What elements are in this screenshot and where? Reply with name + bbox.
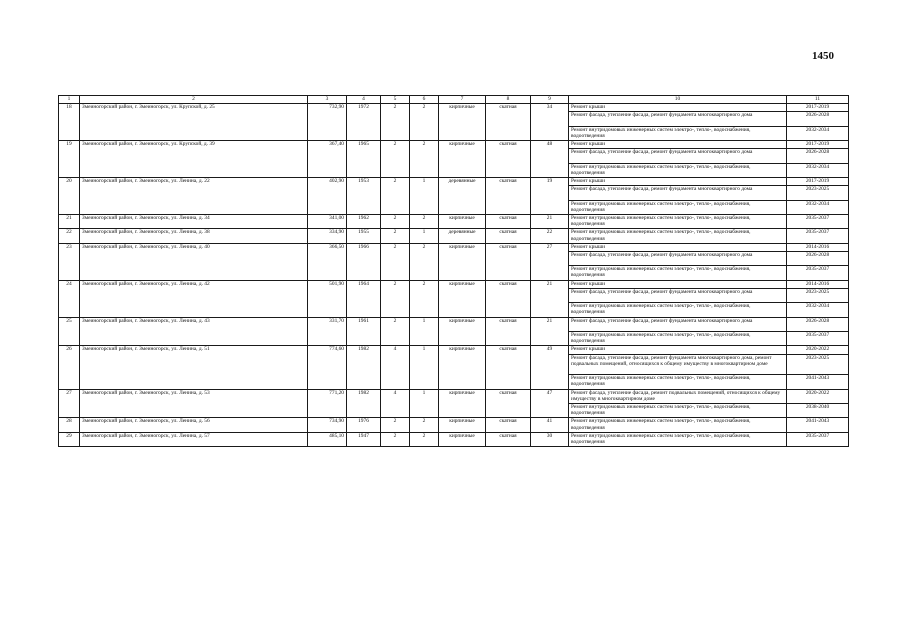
repair-period-cell: 2035-2037 (787, 432, 849, 446)
roof-type-cell: скатная (486, 418, 531, 432)
row-number-cell: 25 (59, 317, 80, 346)
work-type-cell: Ремонт крыши (569, 346, 787, 354)
row-number-cell: 20 (59, 177, 80, 214)
build-year-cell: 1965 (347, 140, 381, 177)
table-row (59, 177, 849, 185)
wall-material-cell: кирпичные (439, 389, 486, 418)
residents-cell: 21 (531, 214, 569, 228)
work-type-cell: Ремонт внутридомовых инженерных систем электро-, тепло-, водоснабжения, водоотведения (569, 332, 787, 346)
floors-cell: 2 (381, 104, 410, 141)
table-row (59, 317, 849, 331)
repair-period-cell: 2017-2019 (787, 177, 849, 185)
page-number: 1450 (812, 50, 834, 62)
repair-period-cell: 2014-2016 (787, 243, 849, 251)
repair-period-cell: 2020-2022 (787, 389, 849, 403)
wall-material-cell: кирпичные (439, 317, 486, 346)
row-number-cell: 18 (59, 104, 80, 141)
residents-cell: 47 (531, 389, 569, 418)
repair-period-cell: 2026-2028 (787, 317, 849, 331)
floors-cell: 2 (381, 280, 410, 317)
column-number-8: 8 (486, 96, 531, 104)
row-number-cell: 28 (59, 418, 80, 432)
total-area-cell: 366,50 (308, 243, 347, 280)
column-number-9: 9 (531, 96, 569, 104)
residents-cell: 22 (531, 229, 569, 243)
address-cell: Змеиногорский район, г. Змеиногорск, ул. Ленина, д. 53 (80, 389, 308, 418)
row-number-cell: 29 (59, 432, 80, 446)
work-type-cell: Ремонт внутридомовых инженерных систем электро-, тепло-, водоснабжения, водоотведения (569, 200, 787, 214)
address-cell: Змеиногорский район, г. Змеиногорск, ул. Ленина, д. 40 (80, 243, 308, 280)
work-type-cell: Ремонт внутридомовых инженерных систем электро-, тепло-, водоснабжения, водоотведения (569, 375, 787, 389)
build-year-cell: 1962 (347, 214, 381, 228)
residents-cell: 27 (531, 243, 569, 280)
repair-period-cell: 2032-2034 (787, 163, 849, 177)
entrances-cell: 2 (410, 280, 439, 317)
work-type-cell: Ремонт фасада, утепление фасада, ремонт фундамента многоквартирного дома (569, 186, 787, 200)
entrances-cell: 1 (410, 177, 439, 214)
roof-type-cell: скатная (486, 104, 531, 141)
column-number-10: 10 (569, 96, 787, 104)
repair-period-cell: 2035-2037 (787, 332, 849, 346)
repair-period-cell: 2038-2040 (787, 403, 849, 417)
work-type-cell: Ремонт фасада, утепление фасада, ремонт фундамента многоквартирного дома (569, 288, 787, 302)
floors-cell: 2 (381, 177, 410, 214)
entrances-cell: 2 (410, 104, 439, 141)
work-type-cell: Ремонт фасада, утепление фасада, ремонт фундамента многоквартирного дома (569, 251, 787, 265)
work-type-cell: Ремонт крыши (569, 243, 787, 251)
roof-type-cell: скатная (486, 280, 531, 317)
work-type-cell: Ремонт внутридомовых инженерных систем электро-, тепло-, водоснабжения, водоотведения (569, 214, 787, 228)
total-area-cell: 485,10 (308, 432, 347, 446)
repair-period-cell: 2035-2037 (787, 229, 849, 243)
entrances-cell: 1 (410, 317, 439, 346)
row-number-cell: 24 (59, 280, 80, 317)
work-type-cell: Ремонт фасада, утепление фасада, ремонт фундамента многоквартирного дома (569, 149, 787, 163)
address-cell: Змеиногорский район, г. Змеиногорск, ул. Ленина, д. 51 (80, 346, 308, 389)
residents-cell: 48 (531, 140, 569, 177)
work-type-cell: Ремонт внутридомовых инженерных систем электро-, тепло-, водоснабжения, водоотведения (569, 432, 787, 446)
build-year-cell: 1966 (347, 243, 381, 280)
work-type-cell: Ремонт внутридомовых инженерных систем электро-, тепло-, водоснабжения, водоотведения (569, 126, 787, 140)
table-row (59, 418, 849, 432)
repair-period-cell: 2026-2028 (787, 149, 849, 163)
roof-type-cell: скатная (486, 214, 531, 228)
work-type-cell: Ремонт фасада, утепление фасада, ремонт фундамента многоквартирного дома (569, 317, 787, 331)
floors-cell: 2 (381, 418, 410, 432)
floors-cell: 4 (381, 346, 410, 389)
roof-type-cell: скатная (486, 389, 531, 418)
table-row (59, 389, 849, 403)
floors-cell: 4 (381, 389, 410, 418)
table-row (59, 243, 849, 251)
table-row (59, 229, 849, 243)
total-area-cell: 732,90 (308, 104, 347, 141)
row-number-cell: 22 (59, 229, 80, 243)
floors-cell: 2 (381, 214, 410, 228)
work-type-cell: Ремонт фасада, утепление фасада, ремонт подвальных помещений, относящихся к общему имуществу в многоквартирном доме (569, 389, 787, 403)
repair-period-cell: 2041-2043 (787, 418, 849, 432)
column-number-4: 4 (347, 96, 381, 104)
floors-cell: 2 (381, 140, 410, 177)
total-area-cell: 341,00 (308, 214, 347, 228)
address-cell: Змеиногорский район, г. Змеиногорск, ул. Ленина, д. 22 (80, 177, 308, 214)
entrances-cell: 2 (410, 140, 439, 177)
address-cell: Змеиногорский район, г. Змеиногорск, ул. Крупской, д. 39 (80, 140, 308, 177)
repair-period-cell: 2035-2037 (787, 214, 849, 228)
work-type-cell: Ремонт внутридомовых инженерных систем электро-, тепло-, водоснабжения, водоотведения (569, 229, 787, 243)
entrances-cell: 2 (410, 432, 439, 446)
column-number-5: 5 (381, 96, 410, 104)
total-area-cell: 774,60 (308, 346, 347, 389)
residents-cell: 49 (531, 346, 569, 389)
work-type-cell: Ремонт внутридомовых инженерных систем электро-, тепло-, водоснабжения, водоотведения (569, 403, 787, 417)
table-row (59, 280, 849, 288)
roof-type-cell: скатная (486, 177, 531, 214)
repair-period-cell: 2032-2034 (787, 126, 849, 140)
floors-cell: 2 (381, 243, 410, 280)
repair-period-cell: 2020-2022 (787, 346, 849, 354)
roof-type-cell: скатная (486, 346, 531, 389)
floors-cell: 2 (381, 432, 410, 446)
address-cell: Змеиногорский район, г. Змеиногорск, ул. Ленина, д. 34 (80, 214, 308, 228)
entrances-cell: 2 (410, 243, 439, 280)
wall-material-cell: кирпичные (439, 432, 486, 446)
address-cell: Змеиногорский район, г. Змеиногорск, ул. Ленина, д. 42 (80, 280, 308, 317)
roof-type-cell: скатная (486, 229, 531, 243)
floors-cell: 2 (381, 229, 410, 243)
work-type-cell: Ремонт крыши (569, 140, 787, 148)
build-year-cell: 1982 (347, 389, 381, 418)
column-number-2: 2 (80, 96, 308, 104)
work-type-cell: Ремонт внутридомовых инженерных систем электро-, тепло-, водоснабжения, водоотведения (569, 303, 787, 317)
work-type-cell: Ремонт фасада, утепление фасада, ремонт фундамента многоквартирного дома (569, 112, 787, 126)
build-year-cell: 1982 (347, 346, 381, 389)
build-year-cell: 1955 (347, 229, 381, 243)
total-area-cell: 501,90 (308, 280, 347, 317)
column-number-11: 11 (787, 96, 849, 104)
wall-material-cell: кирпичные (439, 214, 486, 228)
total-area-cell: 367,40 (308, 140, 347, 177)
row-number-cell: 19 (59, 140, 80, 177)
address-cell: Змеиногорский район, г. Змеиногорск, ул. Ленина, д. 56 (80, 418, 308, 432)
total-area-cell: 771,20 (308, 389, 347, 418)
wall-material-cell: деревянные (439, 229, 486, 243)
row-number-cell: 23 (59, 243, 80, 280)
table-row (59, 346, 849, 354)
repair-period-cell: 2035-2037 (787, 266, 849, 280)
total-area-cell: 331,70 (308, 317, 347, 346)
column-number-row (59, 96, 849, 104)
repair-schedule-table (58, 95, 849, 447)
row-number-cell: 27 (59, 389, 80, 418)
column-number-1: 1 (59, 96, 80, 104)
build-year-cell: 1947 (347, 432, 381, 446)
entrances-cell: 2 (410, 418, 439, 432)
roof-type-cell: скатная (486, 317, 531, 346)
repair-period-cell: 2017-2019 (787, 140, 849, 148)
column-number-6: 6 (410, 96, 439, 104)
residents-cell: 21 (531, 280, 569, 317)
repair-period-cell: 2026-2028 (787, 112, 849, 126)
work-type-cell: Ремонт внутридомовых инженерных систем электро-, тепло-, водоснабжения, водоотведения (569, 418, 787, 432)
floors-cell: 2 (381, 317, 410, 346)
table-row (59, 104, 849, 112)
table-row (59, 214, 849, 228)
column-number-7: 7 (439, 96, 486, 104)
repair-period-cell: 2023-2025 (787, 354, 849, 375)
address-cell: Змеиногорский район, г. Змеиногорск, ул. Ленина, д. 43 (80, 317, 308, 346)
roof-type-cell: скатная (486, 140, 531, 177)
residents-cell: 21 (531, 317, 569, 346)
work-type-cell: Ремонт внутридомовых инженерных систем электро-, тепло-, водоснабжения, водоотведения (569, 266, 787, 280)
wall-material-cell: кирпичные (439, 140, 486, 177)
row-number-cell: 21 (59, 214, 80, 228)
residents-cell: 19 (531, 177, 569, 214)
roof-type-cell: скатная (486, 432, 531, 446)
address-cell: Змеиногорский район, г. Змеиногорск, ул. Ленина, д. 38 (80, 229, 308, 243)
build-year-cell: 1972 (347, 104, 381, 141)
row-number-cell: 26 (59, 346, 80, 389)
build-year-cell: 1961 (347, 317, 381, 346)
repair-period-cell: 2023-2025 (787, 186, 849, 200)
address-cell: Змеиногорский район, г. Змеиногорск, ул. Крупской, д. 25 (80, 104, 308, 141)
address-cell: Змеиногорский район, г. Змеиногорск, ул. Ленина, д. 57 (80, 432, 308, 446)
column-number-3: 3 (308, 96, 347, 104)
wall-material-cell: кирпичные (439, 243, 486, 280)
residents-cell: 41 (531, 418, 569, 432)
work-type-cell: Ремонт крыши (569, 177, 787, 185)
repair-period-cell: 2041-2043 (787, 375, 849, 389)
total-area-cell: 334,90 (308, 229, 347, 243)
table-row (59, 432, 849, 446)
entrances-cell: 1 (410, 346, 439, 389)
entrances-cell: 1 (410, 389, 439, 418)
residents-cell: 34 (531, 104, 569, 141)
wall-material-cell: деревянные (439, 177, 486, 214)
build-year-cell: 1976 (347, 418, 381, 432)
residents-cell: 30 (531, 432, 569, 446)
wall-material-cell: кирпичные (439, 280, 486, 317)
build-year-cell: 1964 (347, 280, 381, 317)
build-year-cell: 1953 (347, 177, 381, 214)
repair-period-cell: 2017-2019 (787, 104, 849, 112)
table-row (59, 140, 849, 148)
total-area-cell: 734,90 (308, 418, 347, 432)
repair-period-cell: 2032-2034 (787, 303, 849, 317)
roof-type-cell: скатная (486, 243, 531, 280)
work-type-cell: Ремонт внутридомовых инженерных систем электро-, тепло-, водоснабжения, водоотведения (569, 163, 787, 177)
repair-period-cell: 2014-2016 (787, 280, 849, 288)
entrances-cell: 1 (410, 229, 439, 243)
wall-material-cell: кирпичные (439, 346, 486, 389)
wall-material-cell: кирпичные (439, 418, 486, 432)
work-type-cell: Ремонт крыши (569, 280, 787, 288)
total-area-cell: 402,90 (308, 177, 347, 214)
repair-period-cell: 2023-2025 (787, 288, 849, 302)
entrances-cell: 2 (410, 214, 439, 228)
wall-material-cell: кирпичные (439, 104, 486, 141)
repair-period-cell: 2032-2034 (787, 200, 849, 214)
work-type-cell: Ремонт крыши (569, 104, 787, 112)
work-type-cell: Ремонт фасада, утепление фасада, ремонт фундамента многоквартирного дома, ремонт подвальных помещений, относящихся к общему имуществу в многоквартирном доме (569, 354, 787, 375)
repair-period-cell: 2026-2028 (787, 251, 849, 265)
